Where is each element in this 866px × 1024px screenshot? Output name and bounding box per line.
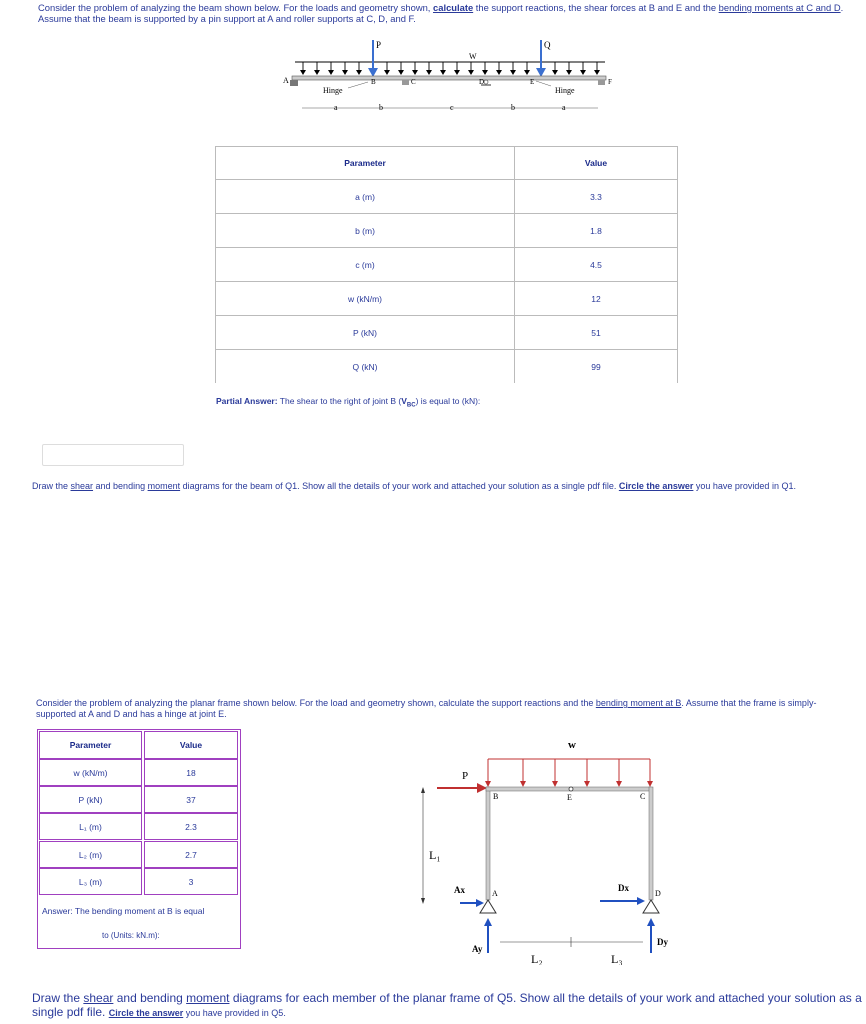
dim-b2: b — [511, 103, 515, 112]
partial-answer-label: Partial Answer: — [216, 396, 278, 406]
q6-part1: Draw the — [32, 991, 84, 1005]
q2-part2: and bending — [93, 481, 148, 491]
q2-circle: Circle the answer — [618, 481, 694, 491]
table1-header-param: Parameter — [216, 147, 515, 180]
table2-value: 18 — [144, 759, 238, 786]
q1-bending-moments: bending moments at C and D — [718, 2, 841, 13]
table2-param: P (kN) — [39, 786, 142, 813]
table1-value: 51 — [515, 316, 678, 350]
q6-moment: moment — [186, 991, 230, 1005]
table2-param: w (kN/m) — [39, 759, 142, 786]
q5-part2: . Assume that the frame is simply-supported at A and D and has a hinge at joint E. — [36, 698, 817, 719]
table2-param: L₂ (m) — [39, 841, 142, 868]
frame-label-A: A — [492, 889, 498, 898]
table2-answer-line2: to (Units: kN.m): — [102, 931, 160, 940]
label-P: P — [376, 40, 382, 50]
question-1-text — [38, 2, 858, 24]
table1-param: Q (kN) — [216, 350, 515, 384]
label-Q: Q — [544, 40, 551, 50]
frame-label-E: E — [567, 793, 572, 802]
table1-value: 4.5 — [515, 248, 678, 282]
table2-param: L₃ (m) — [39, 868, 142, 895]
table1-value: 3.3 — [515, 180, 678, 214]
frame-label-C: C — [640, 792, 646, 801]
frame-label-D: D — [655, 889, 661, 898]
q1-calculate: calculate — [433, 2, 474, 13]
frame-label-L2: L₂ — [531, 952, 543, 965]
label-W: W — [469, 52, 477, 61]
label-hinge-1: Hinge — [323, 86, 343, 95]
q6-circle: Circle the answer — [108, 1008, 184, 1018]
q1-part3: . Assume that the beam is supported by a pin support at A and roller supports at C, D, and F. — [38, 2, 844, 24]
q6-shear: shear — [83, 991, 114, 1005]
question-2-text — [32, 481, 862, 492]
q6-part2: and bending — [113, 991, 187, 1005]
q5-part1: Consider the problem of analyzing the planar frame shown below. For the load and geometry shown, calculate the support reactions and the — [36, 698, 596, 708]
q2-shear: shear — [70, 481, 94, 491]
table2-value: 3 — [144, 868, 238, 895]
q1-part2: the support reactions, the shear forces at B and E and the — [473, 2, 719, 13]
frame-label-L3: L₃ — [611, 952, 623, 965]
q5-bending-moment: bending moment at B — [595, 698, 682, 708]
frame-label-Dy: Dy — [657, 937, 668, 947]
partial-text-1: The shear to the right of joint B ( — [277, 396, 402, 406]
table1-param: c (m) — [216, 248, 515, 282]
frame-label-P: P — [462, 770, 469, 782]
table2-value: 37 — [144, 786, 238, 813]
table2-header-value: Value — [144, 731, 238, 759]
dim-c: c — [450, 103, 454, 112]
table1-value: 12 — [515, 282, 678, 316]
table1-header-value: Value — [515, 147, 678, 180]
frame-label-Ax: Ax — [454, 885, 465, 895]
label-F: F — [608, 78, 612, 86]
q2-part3: diagrams for the beam of Q1. Show all the details of your work and attached your solution as a single pdf file. — [180, 481, 619, 491]
label-A: A — [283, 76, 289, 85]
table2-answer-line1: Answer: The bending moment at B is equal — [42, 906, 205, 916]
q2-part4: you have provided in Q1. — [693, 481, 796, 491]
q6-part3: diagrams for each member of the planar frame of Q5. Show all the details of your work and attached your solution as a single pdf file. — [32, 991, 862, 1019]
dim-a1: a — [334, 103, 338, 112]
label-hinge-2: Hinge — [555, 86, 575, 95]
answer-input-q1[interactable] — [42, 444, 184, 466]
parameter-table-1 — [215, 146, 678, 383]
q1-part1: Consider the problem of analyzing the beam shown below. For the loads and geometry shown, — [38, 2, 434, 13]
frame-diagram — [405, 735, 685, 965]
frame-label-Ay: Ay — [472, 944, 483, 954]
partial-text-2: ) is equal to (kN): — [415, 396, 481, 406]
dim-a2: a — [562, 103, 566, 112]
label-E: E — [530, 78, 535, 86]
table1-param: P (kN) — [216, 316, 515, 350]
frame-label-B: B — [493, 792, 499, 801]
table1-param: w (kN/m) — [216, 282, 515, 316]
dim-b1: b — [379, 103, 383, 112]
table2-header-param: Parameter — [39, 731, 142, 759]
label-B: B — [371, 78, 376, 86]
q2-moment: moment — [147, 481, 181, 491]
partial-answer — [216, 396, 480, 409]
frame-label-Dx: Dx — [618, 883, 629, 893]
label-D: D — [479, 78, 485, 86]
partial-vbc: V — [401, 396, 407, 406]
beam-diagram — [280, 36, 620, 120]
table1-value: 1.8 — [515, 214, 678, 248]
question-5-text — [36, 698, 856, 720]
table2-param: L₁ (m) — [39, 813, 142, 840]
table2-value: 2.3 — [144, 813, 238, 840]
frame-label-w: w — [568, 739, 576, 751]
table1-value: 99 — [515, 350, 678, 384]
question-6-text — [32, 991, 862, 1020]
q2-part1: Draw the — [32, 481, 71, 491]
label-C: C — [411, 78, 416, 86]
table2-value: 2.7 — [144, 841, 238, 868]
table1-param: b (m) — [216, 214, 515, 248]
q6-part4: you have provided in Q5. — [183, 1008, 286, 1018]
frame-label-L1: L₁ — [429, 848, 441, 862]
partial-vbc-sub: BC — [406, 402, 416, 409]
table1-param: a (m) — [216, 180, 515, 214]
